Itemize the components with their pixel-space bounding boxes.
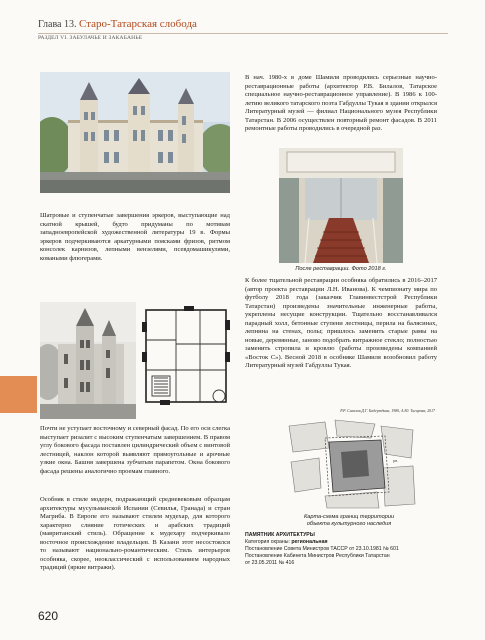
historic-photo xyxy=(40,302,136,419)
drawing-credit: Р.Р. Салахов,Д.Г. Бадертдина, 1980, А.Ю. Тагирова, 2017 xyxy=(340,409,435,413)
interior-staircase-photo xyxy=(279,148,403,263)
monument-info xyxy=(245,532,445,567)
decree-line-2: Постановление Кабинета Министров Республики Татарстан xyxy=(245,553,390,559)
decree-line-3: от 23.05.2011 № 416 xyxy=(245,560,295,566)
header-rule xyxy=(38,33,448,34)
building-exterior-photo xyxy=(40,72,230,193)
chapter-tab-marker xyxy=(0,376,37,413)
floor-plan-drawing xyxy=(140,300,232,410)
left-paragraph-1: Шатровые и ступенчатые завершения эркеров, выступающие над скатной крышей, будто придуманы по мотивам западноевропейской художественной литературы 19 в. Формы эркеров подчеркиваются аркатурными поясками фризов, ритмом консолек карнизов, лепными вензелями, псевдомашикулями, коваными флюгерами. xyxy=(40,212,230,262)
chapter-header xyxy=(38,18,197,30)
category-value: региональная xyxy=(291,539,328,545)
left-paragraph-3: Особняк в стиле модерн, подражающий средневековым образцам архитектуры мусульманской Испании (Севилья, Гранада) и стран Магриба. В Европе его называют стилем мудехар, для которого характерно слияние готических и арабских традиций (мавританский стиль). Обращение к мудехару подчеркивало восточное происхождение владельцев. В Казани этот несостоялся то называют национально-романтическим. Стиль интерьеров особняка, скорее, неоклассический с использованием народных традиций (яркие витражи). xyxy=(40,496,230,571)
right-paragraph-1: В нач. 1980-х в доме Шамиля проводились серьезные научно-реставрационные работы (архитектор Р.В. Билалов, Татарское специальное научно-реставрационное управление). В 1986 к 100-летию великого татарского поэта Габдуллы Тукая в здании открылся Литературный музей — филиал Национального музея Республики Татарстан. В 2006 осуществлен повторный ремонт фасадов. В 2011 ремонтные работы проводились в очередной раз. xyxy=(245,74,437,132)
decree-line-1: Постановление Совета Министров ТАССР от 23.10.1981 № 601 xyxy=(245,546,399,552)
section-title: РАЗДЕЛ VI. ЗАБУЛАЧЬЕ И ЗАКАБАНЬЕ xyxy=(38,35,143,41)
svg-text:ул.: ул. xyxy=(393,458,399,463)
page-number: 620 xyxy=(38,609,59,623)
photo-caption: После реставрации. Фото 2018 г. xyxy=(295,266,387,272)
map-caption-line-1: Карта-схема границ территории xyxy=(303,514,395,520)
category-label: Категория охраны: xyxy=(245,539,292,545)
chapter-prefix: Глава 13. xyxy=(38,19,77,30)
boundary-map xyxy=(285,418,418,510)
monument-category xyxy=(245,539,445,546)
monument-heading: ПАМЯТНИК АРХИТЕКТУРЫ xyxy=(245,532,315,538)
right-paragraph-2: К более тщательной реставрации особняка обратились в 2016–2017 (автор проекта реставрации Л.Н. Иванова). К чемпионату мира по футболу 2018 года (заказчик Главинвестстрой Республики Татарстан) произведены значительные инженерные работы, укреплены несущие конструкции. Тщательно восстанавливался парадный холл, бетонные ступени лестницы, перила на балясинах, лепнина на стенах, полы; пришлось заменить старые рамы на новые, деревянные, заново подобрать витражное стекло; полностью заменить стропила и кровлю (работы произведены компанией «Восток С»). Весной 2018 в особняке Шамиля возобновил работу Литературный музей Габдуллы Тукая. xyxy=(245,277,437,369)
left-paragraph-2: Почти не уступает восточному и северный фасад. По его оси слегка выступает ризалит с высоким ступенчатым завершением. В правом углу бокового фасада поставлен цилиндрический объем с винтовой лестницей, наклон которой выявляют прямоугольные и арочные узкие окна. Башня завершена зубчатым парапетом. Окна бокового фасада решены аналогично проемам главного. xyxy=(40,425,230,475)
map-caption-line-2: объекта культурного наследия xyxy=(306,521,392,527)
chapter-title: Старо-Татарская слобода xyxy=(79,18,197,30)
